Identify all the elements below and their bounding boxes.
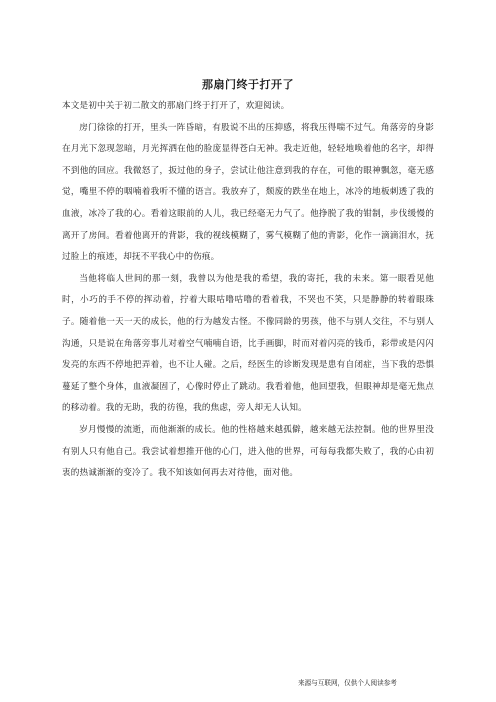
intro-paragraph: 本文是初中关于初二散文的那扇门终于打开了，欢迎阅读。	[62, 101, 290, 111]
source-footer: 来源与互联网，仅供个人阅读参考	[298, 679, 397, 687]
body-paragraph-3: 岁月慢慢的流逝，而他渐渐的成长。他的性格越来越孤僻，越来越无法控制。他的世界里没有别人只有他自己。我尝试着想推开他的心门，进入他的世界，可每每我都失败了，我的心由初衷的热诚渐渐的变冷了。我不知该如何再去对待他，面对他。	[62, 424, 434, 479]
body-paragraph-1: 房门徐徐的打开，里头一阵昏暗，有股说不出的压抑感，将我压得喘不过气。角落旁的身影在月光下忽现忽暗，月光挥洒在他的脸庞显得苍白无神。我走近他，轻轻地唤着他的名字，却得不到他的回应。我微怒了，扳过他的身子，尝试让他注意到我的存在，可他的眼神飘忽，毫无感觉，嘴里不停的咽喃着我听不懂的语言。我放弃了，颓废的跌坐在地上，冰冷的地板刺透了我的血液，冰冷了我的心。看着这眼前的人儿，我已经毫无力气了。他挣脱了我的钳制，步伐缓慢的离开了房间。看着他离开的背影，我的视线模糊了，雾气模糊了他的背影，化作一滴滴泪水，抚过脸上的痕迹，却抚不平我心中的伤痕。	[62, 122, 434, 263]
document-body	[62, 96, 434, 485]
body-paragraph-2: 当他将临人世间的那一刻，我曾以为他是我的希望，我的寄托，我的未来。第一眼看见他时，小巧的手不停的挥动着，拧着大眼咕噜咕噜的看着我，不哭也不笑，只是静静的转着眼珠子。随着他一天一天的成长，他的行为越发古怪。不像同龄的男孩，他不与别人交往，不与别人沟通，只是说在角落旁事儿对着空气喃喃自语，比手画脚，时而对着闪亮的钱币，彩带或是闪闪发亮的东西不停地把弄着，也不让人碰。之后，经医生的诊断发现是患有自闭症，当下我的恐惧蔓延了整个身体，血液凝固了，心像时停止了跳动。我看着他，他回望我，但眼神却是毫无焦点的移动着。我的无助，我的彷徨，我的焦虑，旁人却无人认知。	[62, 273, 434, 414]
document-title: 那扇门终于打开了	[202, 78, 294, 91]
